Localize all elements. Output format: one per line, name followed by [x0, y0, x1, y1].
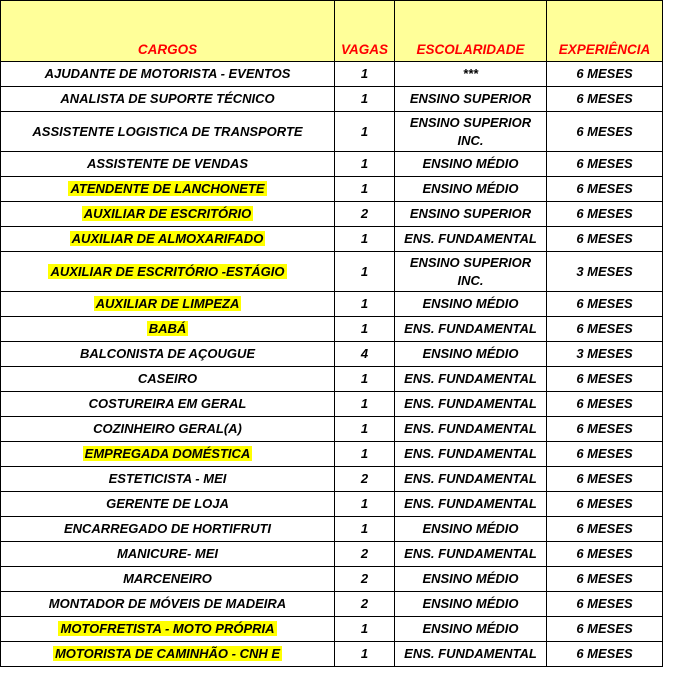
cell-escolaridade[interactable]: [395, 227, 547, 252]
cell-experiencia[interactable]: [547, 227, 663, 252]
cell-cargo[interactable]: [1, 62, 335, 87]
cell-cargo-text: MARCENEIRO: [123, 571, 212, 586]
cell-escolaridade[interactable]: [395, 202, 547, 227]
cell-vagas-text: 1: [360, 421, 369, 436]
cell-cargo[interactable]: [1, 177, 335, 202]
cell-experiencia[interactable]: [547, 442, 663, 467]
cell-experiencia[interactable]: [547, 567, 663, 592]
cell-experiencia-text: 6 MESES: [576, 371, 633, 386]
cell-cargo-text: COZINHEIRO GERAL(A): [93, 421, 242, 436]
cell-vagas[interactable]: [335, 317, 395, 342]
cell-experiencia-text: 6 MESES: [576, 596, 633, 611]
cell-vagas[interactable]: [335, 417, 395, 442]
cell-escolaridade-text: ***: [462, 66, 479, 81]
cell-escolaridade[interactable]: [395, 87, 547, 112]
cell-vagas[interactable]: [335, 62, 395, 87]
cell-vagas[interactable]: [335, 177, 395, 202]
cell-escolaridade[interactable]: [395, 62, 547, 87]
cell-experiencia-text: 6 MESES: [576, 91, 633, 106]
cell-cargo[interactable]: [1, 317, 335, 342]
cell-escolaridade-text: ENS. FUNDAMENTAL: [404, 321, 537, 336]
table-row: [1, 467, 663, 492]
header-vagas[interactable]: VAGAS: [335, 1, 395, 62]
table-row: [1, 417, 663, 442]
cell-escolaridade[interactable]: [395, 617, 547, 642]
cell-experiencia-text: 6 MESES: [576, 321, 633, 336]
cell-vagas[interactable]: [335, 592, 395, 617]
cell-escolaridade[interactable]: [395, 252, 547, 292]
cell-cargo-text: COSTUREIRA EM GERAL: [88, 396, 247, 411]
cell-vagas-text: 1: [360, 66, 369, 81]
cell-experiencia-text: 6 MESES: [576, 446, 633, 461]
table-row: [1, 87, 663, 112]
cell-escolaridade-text: ENS. FUNDAMENTAL: [404, 546, 537, 561]
cell-escolaridade-text: ENSINO MÉDIO: [422, 596, 519, 611]
cell-experiencia[interactable]: [547, 392, 663, 417]
cell-escolaridade-text: ENS. FUNDAMENTAL: [404, 446, 537, 461]
table-row: [1, 317, 663, 342]
cell-vagas[interactable]: [335, 392, 395, 417]
cell-cargo-text: AUXILIAR DE LIMPEZA: [95, 296, 240, 311]
cell-escolaridade[interactable]: [395, 317, 547, 342]
table-row: [1, 367, 663, 392]
cell-escolaridade[interactable]: [395, 342, 547, 367]
cell-escolaridade-text: ENSINO MÉDIO: [422, 156, 519, 171]
cell-escolaridade-text: ENS. FUNDAMENTAL: [404, 371, 537, 386]
cell-experiencia-text: 6 MESES: [576, 471, 633, 486]
cell-vagas[interactable]: [335, 292, 395, 317]
cell-cargo-text: ANALISTA DE SUPORTE TÉCNICO: [60, 91, 275, 106]
cell-cargo[interactable]: [1, 442, 335, 467]
table-row: [1, 542, 663, 567]
cell-cargo-text: EMPREGADA DOMÉSTICA: [84, 446, 251, 461]
cell-vagas[interactable]: [335, 492, 395, 517]
cell-cargo[interactable]: [1, 567, 335, 592]
cell-experiencia[interactable]: [547, 342, 663, 367]
cell-cargo[interactable]: [1, 152, 335, 177]
cell-experiencia-text: 6 MESES: [576, 66, 633, 81]
cell-escolaridade-text: ENS. FUNDAMENTAL: [404, 231, 537, 246]
cell-experiencia-text: 3 MESES: [576, 263, 633, 279]
cell-escolaridade[interactable]: [395, 177, 547, 202]
table-row: [1, 517, 663, 542]
cell-experiencia[interactable]: [547, 177, 663, 202]
cell-escolaridade[interactable]: [395, 642, 547, 667]
cell-cargo[interactable]: [1, 252, 335, 292]
table-row: [1, 642, 663, 667]
cell-experiencia-text: 6 MESES: [576, 496, 633, 511]
cell-cargo[interactable]: [1, 542, 335, 567]
cell-experiencia-text: 6 MESES: [576, 546, 633, 561]
cell-cargo[interactable]: [1, 342, 335, 367]
cell-experiencia-text: 6 MESES: [576, 646, 633, 661]
cell-cargo-text: BALCONISTA DE AÇOUGUE: [79, 346, 256, 361]
cell-escolaridade[interactable]: [395, 367, 547, 392]
cell-cargo[interactable]: [1, 517, 335, 542]
table-row: [1, 342, 663, 367]
cell-escolaridade-text: ENS. FUNDAMENTAL: [404, 471, 537, 486]
header-escolaridade[interactable]: ESCOLARIDADE: [395, 1, 547, 62]
cell-experiencia-text: 6 MESES: [576, 156, 633, 171]
cell-escolaridade[interactable]: [395, 112, 547, 152]
table-row: [1, 112, 663, 152]
cell-escolaridade-text: ENSINO MÉDIO: [422, 621, 519, 636]
cell-escolaridade[interactable]: [395, 592, 547, 617]
table-row: [1, 392, 663, 417]
cell-escolaridade-text: ENSINO SUPERIOR: [409, 91, 532, 106]
cell-vagas[interactable]: [335, 542, 395, 567]
cell-vagas-text: 2: [360, 206, 369, 221]
cell-experiencia-text: 3 MESES: [576, 346, 633, 361]
cell-cargo[interactable]: [1, 292, 335, 317]
cell-vagas-text: 1: [360, 156, 369, 171]
cell-vagas-text: 1: [360, 521, 369, 536]
cell-escolaridade-text: ENSINO MÉDIO: [422, 346, 519, 361]
cell-escolaridade-text: ENSINO MÉDIO: [422, 571, 519, 586]
cell-vagas[interactable]: [335, 202, 395, 227]
cell-cargo-text: ASSISTENTE DE VENDAS: [86, 156, 249, 171]
cell-vagas-text: 2: [360, 596, 369, 611]
cell-vagas-text: 1: [360, 263, 369, 279]
cell-experiencia-text: 6 MESES: [576, 206, 633, 221]
cell-cargo[interactable]: [1, 592, 335, 617]
cell-vagas[interactable]: [335, 152, 395, 177]
cell-cargo-text: BABÁ: [148, 321, 187, 336]
cell-vagas-text: 1: [360, 371, 369, 386]
cell-experiencia[interactable]: [547, 87, 663, 112]
cell-escolaridade[interactable]: [395, 417, 547, 442]
cell-experiencia[interactable]: [547, 112, 663, 152]
cell-experiencia[interactable]: [547, 252, 663, 292]
cell-vagas[interactable]: [335, 342, 395, 367]
cell-escolaridade-text: ENSINO MÉDIO: [422, 181, 519, 196]
cell-experiencia-text: 6 MESES: [576, 421, 633, 436]
cell-experiencia[interactable]: [547, 152, 663, 177]
table-row: [1, 62, 663, 87]
cell-cargo-text: AJUDANTE DE MOTORISTA - EVENTOS: [44, 66, 291, 81]
cell-experiencia[interactable]: [547, 592, 663, 617]
cell-escolaridade-text: ENSINO MÉDIO: [422, 521, 519, 536]
cell-cargo-text: ENCARREGADO DE HORTIFRUTI: [63, 521, 272, 536]
cell-vagas-text: 1: [360, 123, 369, 139]
table-header: [1, 1, 663, 62]
cell-escolaridade-text: ENSINO SUPERIOR INC.: [409, 114, 532, 148]
cell-cargo-text: MANICURE- MEI: [116, 546, 219, 561]
cell-cargo[interactable]: [1, 202, 335, 227]
cell-escolaridade[interactable]: [395, 442, 547, 467]
cell-vagas[interactable]: [335, 442, 395, 467]
cell-vagas-text: 1: [360, 231, 369, 246]
cell-vagas[interactable]: [335, 227, 395, 252]
cell-experiencia[interactable]: [547, 492, 663, 517]
cell-experiencia[interactable]: [547, 317, 663, 342]
cell-escolaridade[interactable]: [395, 152, 547, 177]
cell-vagas-text: 2: [360, 571, 369, 586]
cell-vagas[interactable]: [335, 467, 395, 492]
cell-vagas[interactable]: [335, 87, 395, 112]
cell-experiencia-text: 6 MESES: [576, 231, 633, 246]
table-row: [1, 592, 663, 617]
cell-cargo[interactable]: [1, 87, 335, 112]
cell-experiencia-text: 6 MESES: [576, 571, 633, 586]
cell-experiencia-text: 6 MESES: [576, 123, 633, 139]
table-row: [1, 442, 663, 467]
table-row: [1, 152, 663, 177]
cell-cargo[interactable]: [1, 392, 335, 417]
table-row: [1, 252, 663, 292]
cell-experiencia[interactable]: [547, 517, 663, 542]
cell-cargo[interactable]: [1, 642, 335, 667]
cell-vagas-text: 1: [360, 496, 369, 511]
cell-vagas-text: 1: [360, 296, 369, 311]
table-row: [1, 617, 663, 642]
cell-cargo[interactable]: [1, 467, 335, 492]
cell-cargo-text: CASEIRO: [137, 371, 198, 386]
cell-experiencia-text: 6 MESES: [576, 521, 633, 536]
cell-experiencia-text: 6 MESES: [576, 396, 633, 411]
cell-experiencia-text: 6 MESES: [576, 296, 633, 311]
cell-vagas-text: 2: [360, 471, 369, 486]
cell-escolaridade-text: ENS. FUNDAMENTAL: [404, 421, 537, 436]
table-row: [1, 567, 663, 592]
cell-escolaridade[interactable]: [395, 567, 547, 592]
cell-escolaridade-text: ENS. FUNDAMENTAL: [404, 646, 537, 661]
cell-escolaridade[interactable]: [395, 517, 547, 542]
cell-escolaridade[interactable]: [395, 492, 547, 517]
cell-cargo-text: AUXILIAR DE ALMOXARIFADO: [71, 231, 264, 246]
cell-experiencia[interactable]: [547, 617, 663, 642]
table-body: [1, 62, 663, 667]
header-row: [1, 1, 663, 62]
table-row: [1, 292, 663, 317]
cell-cargo[interactable]: [1, 367, 335, 392]
table-row: [1, 227, 663, 252]
cell-cargo[interactable]: [1, 492, 335, 517]
table-row: [1, 492, 663, 517]
cell-cargo[interactable]: [1, 417, 335, 442]
cell-cargo-text: MONTADOR DE MÓVEIS DE MADEIRA: [48, 596, 287, 611]
cell-vagas[interactable]: [335, 112, 395, 152]
cell-vagas-text: 1: [360, 91, 369, 106]
cell-vagas-text: 1: [360, 646, 369, 661]
cell-experiencia[interactable]: [547, 642, 663, 667]
cell-escolaridade-text: ENSINO SUPERIOR: [409, 206, 532, 221]
cell-experiencia[interactable]: [547, 292, 663, 317]
cell-vagas[interactable]: [335, 252, 395, 292]
cell-experiencia[interactable]: [547, 62, 663, 87]
cell-cargo-text: ASSISTENTE LOGISTICA DE TRANSPORTE: [32, 123, 303, 139]
cell-experiencia[interactable]: [547, 417, 663, 442]
cell-experiencia[interactable]: [547, 542, 663, 567]
cell-cargo[interactable]: [1, 617, 335, 642]
cell-vagas-text: 1: [360, 396, 369, 411]
cell-escolaridade-text: ENS. FUNDAMENTAL: [404, 396, 537, 411]
cell-vagas-text: 1: [360, 446, 369, 461]
header-cargos[interactable]: CARGOS: [1, 1, 335, 62]
cell-cargo[interactable]: [1, 227, 335, 252]
cell-cargo-text: GERENTE DE LOJA: [106, 496, 229, 511]
cell-cargo-text: MOTORISTA DE CAMINHÃO - CNH E: [54, 646, 281, 661]
cell-experiencia[interactable]: [547, 202, 663, 227]
cell-cargo-text: ATENDENTE DE LANCHONETE: [70, 181, 265, 196]
cell-cargo-text: AUXILIAR DE ESCRITÓRIO: [83, 206, 252, 221]
cell-experiencia-text: 6 MESES: [576, 181, 633, 196]
cell-experiencia-text: 6 MESES: [576, 621, 633, 636]
cell-escolaridade[interactable]: [395, 467, 547, 492]
cell-vagas[interactable]: [335, 567, 395, 592]
cell-vagas-text: 2: [360, 546, 369, 561]
cell-escolaridade-text: ENSINO MÉDIO: [422, 296, 519, 311]
cell-vagas[interactable]: [335, 517, 395, 542]
cell-escolaridade-text: ENS. FUNDAMENTAL: [404, 496, 537, 511]
cell-escolaridade[interactable]: [395, 292, 547, 317]
cell-cargo-text: AUXILIAR DE ESCRITÓRIO -ESTÁGIO: [50, 263, 285, 279]
cell-vagas[interactable]: [335, 642, 395, 667]
header-experiencia[interactable]: EXPERIÊNCIA: [547, 1, 663, 62]
cell-cargo[interactable]: [1, 112, 335, 152]
cell-experiencia[interactable]: [547, 367, 663, 392]
cell-escolaridade[interactable]: [395, 542, 547, 567]
cell-escolaridade[interactable]: [395, 392, 547, 417]
table-row: [1, 177, 663, 202]
cell-vagas-text: 1: [360, 321, 369, 336]
cell-cargo-text: ESTETICISTA - MEI: [108, 471, 227, 486]
cell-vagas-text: 1: [360, 181, 369, 196]
cell-cargo-text: MOTOFRETISTA - MOTO PRÓPRIA: [60, 621, 275, 636]
cell-vagas-text: 1: [360, 621, 369, 636]
cell-experiencia[interactable]: [547, 467, 663, 492]
table-row: [1, 202, 663, 227]
cell-vagas[interactable]: [335, 617, 395, 642]
cell-vagas-text: 4: [360, 346, 369, 361]
cell-vagas[interactable]: [335, 367, 395, 392]
cell-escolaridade-text: ENSINO SUPERIOR INC.: [409, 254, 532, 288]
